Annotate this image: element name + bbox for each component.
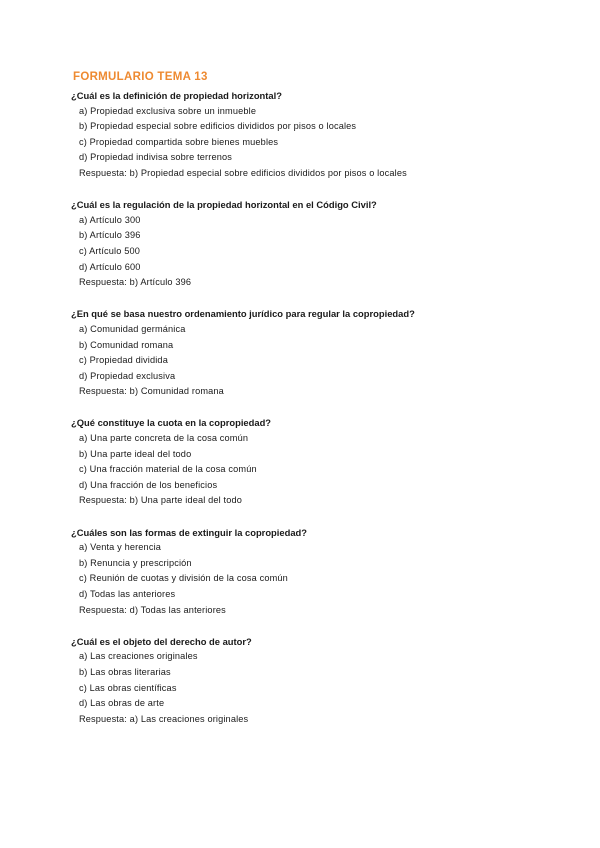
answer-option: c) Una fracción material de la cosa común [79, 464, 257, 475]
answer-option: a) Artículo 300 [79, 214, 141, 225]
question-block [71, 197, 571, 291]
answer-option: d) Propiedad exclusiva [79, 370, 176, 381]
answer-option: c) Propiedad compartida sobre bienes muebles [79, 136, 279, 147]
question-block [71, 88, 571, 182]
question-block [71, 415, 571, 509]
question-text: ¿En qué se basa nuestro ordenamiento jurídico para regular la copropiedad? [71, 308, 415, 320]
question-list [71, 88, 571, 743]
question-text: ¿Cuál es la regulación de la propiedad horizontal en el Código Civil? [71, 199, 377, 211]
correct-answer: Respuesta: b) Artículo 396 [79, 277, 192, 288]
answer-option: b) Comunidad romana [79, 339, 174, 350]
answer-option: b) Una parte ideal del todo [79, 448, 192, 459]
answer-option: c) Artículo 500 [79, 245, 140, 256]
answer-option: d) Todas las anteriores [79, 589, 176, 599]
answer-option: a) Comunidad germánica [79, 323, 186, 334]
document-title: FORMULARIO TEMA 13 [73, 71, 208, 83]
answer-option: d) Artículo 600 [79, 261, 141, 272]
answer-option: a) Una parte concreta de la cosa común [79, 433, 249, 444]
answer-option: a) Las creaciones originales [79, 651, 198, 662]
correct-answer: Respuesta: b) Comunidad romana [79, 386, 224, 397]
answer-option: b) Las obras literarias [79, 666, 171, 677]
question-block [71, 525, 571, 619]
answer-option: b) Artículo 396 [79, 230, 141, 241]
answer-option: d) Propiedad indivisa sobre terrenos [79, 152, 232, 163]
answer-option: c) Las obras científicas [79, 682, 177, 693]
correct-answer: Respuesta: d) Todas las anteriores [79, 604, 226, 615]
answer-option: b) Propiedad especial sobre edificios divididos por pisos o locales [79, 121, 357, 132]
correct-answer: Respuesta: b) Una parte ideal del todo [79, 495, 243, 506]
question-block [71, 634, 571, 728]
answer-option: b) Renuncia y prescripción [79, 557, 192, 568]
answer-option: c) Propiedad dividida [79, 355, 168, 366]
question-text: ¿Qué constituye la cuota en la copropiedad? [71, 417, 272, 429]
question-block [71, 306, 571, 400]
answer-option: d) Las obras de arte [79, 698, 165, 709]
answer-option: d) Una fracción de los beneficios [79, 479, 218, 490]
answer-option: a) Propiedad exclusiva sobre un inmueble [79, 105, 257, 116]
question-text: ¿Cuál es el objeto del derecho de autor? [71, 635, 252, 647]
correct-answer: Respuesta: b) Propiedad especial sobre edificios divididos por pisos o locales [79, 167, 407, 178]
question-text: ¿Cuáles son las formas de extinguir la copropiedad? [71, 526, 307, 538]
correct-answer: Respuesta: a) Las creaciones originales [79, 713, 249, 724]
answer-option: a) Venta y herencia [79, 542, 162, 553]
answer-option: c) Reunión de cuotas y división de la cosa común [79, 573, 288, 584]
question-text: ¿Cuál es la definición de propiedad horizontal? [71, 90, 282, 101]
